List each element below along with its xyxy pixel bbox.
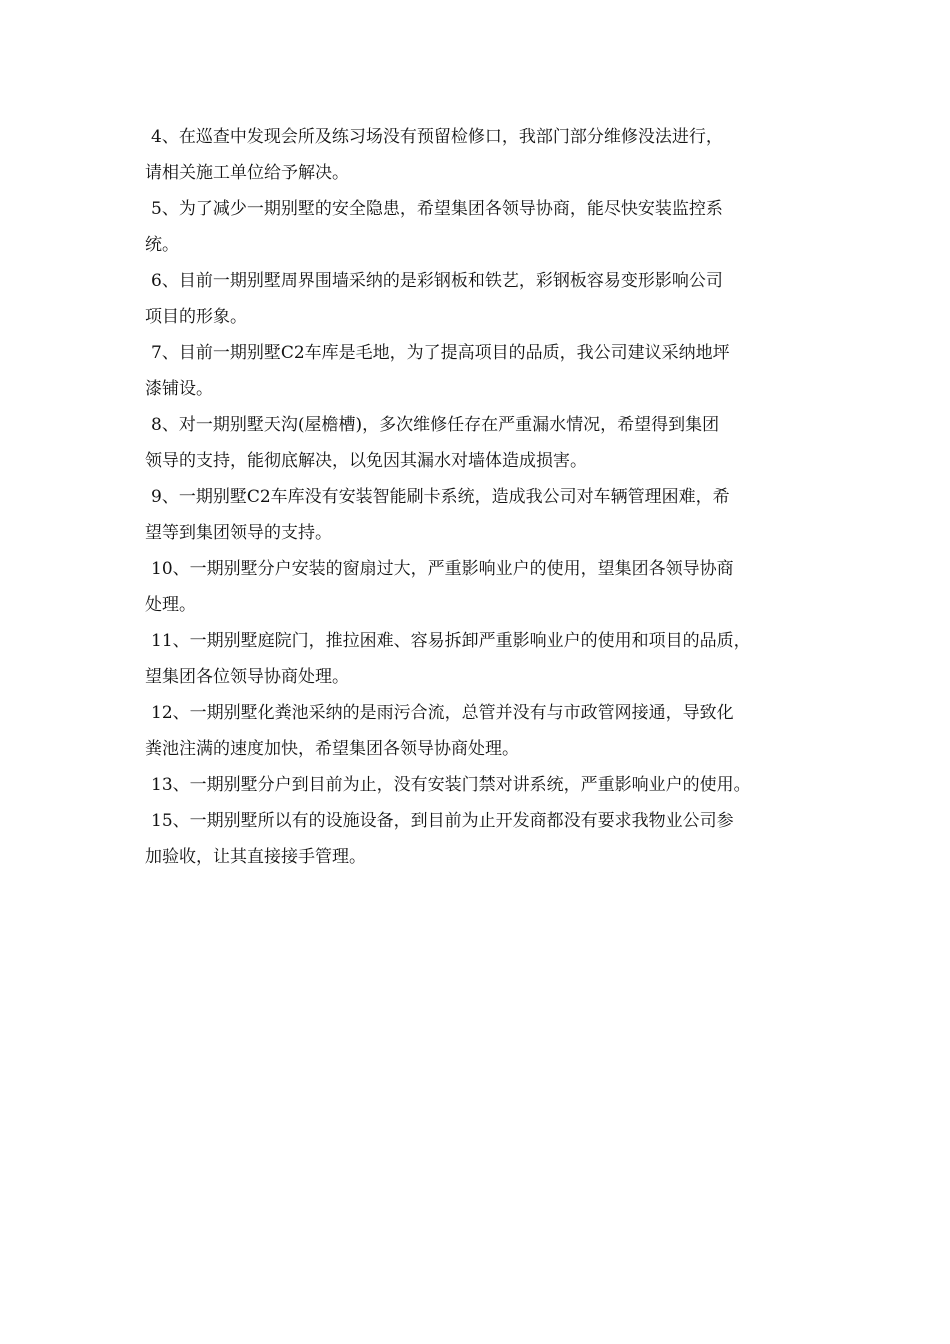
item-line: 领导的支持，能彻底解决，以免因其漏水对墙体造成损害。: [145, 451, 587, 471]
list-item-6: [145, 263, 825, 335]
item-line: 项目的形象。: [145, 307, 247, 327]
item-line: 15、一期别墅所以有的设施设备，到目前为止开发商都没有要求我物业公司参: [151, 811, 734, 831]
list-item-10: [145, 551, 825, 623]
list-item-9: [145, 479, 825, 551]
list-item-12: [145, 695, 825, 767]
item-line: 11、一期别墅庭院门，推拉困难、容易拆卸严重影响业户的使用和项目的品质，: [151, 631, 751, 651]
item-line: 10、一期别墅分户安装的窗扇过大，严重影响业户的使用，望集团各领导协商: [151, 559, 734, 579]
list-item-5: [145, 191, 825, 263]
item-line: 望等到集团领导的支持。: [145, 523, 332, 543]
list-item-4: [145, 119, 825, 191]
list-item-8: [145, 407, 825, 479]
document-body: [145, 119, 825, 875]
item-line: 5、为了减少一期别墅的安全隐患，希望集团各领导协商，能尽快安装监控系: [151, 199, 723, 219]
item-line: 9、一期别墅C2车库没有安装智能刷卡系统，造成我公司对车辆管理困难，希: [151, 487, 730, 507]
item-line: 6、目前一期别墅周界围墙采纳的是彩钢板和铁艺，彩钢板容易变形影响公司: [151, 271, 723, 291]
item-line: 统。: [145, 235, 179, 255]
item-line: 12、一期别墅化粪池采纳的是雨污合流，总管并没有与市政管网接通，导致化: [151, 703, 734, 723]
list-item-7: [145, 335, 825, 407]
item-line: 13、一期别墅分户到目前为止，没有安装门禁对讲系统，严重影响业户的使用。: [151, 775, 751, 795]
item-line: 8、对一期别墅天沟(屋檐槽)，多次维修任存在严重漏水情况，希望得到集团: [151, 415, 720, 435]
list-item-11: [145, 623, 825, 695]
item-line: 望集团各位领导协商处理。: [145, 667, 349, 687]
item-line: 粪池注满的速度加快，希望集团各领导协商处理。: [145, 739, 519, 759]
item-line: 请相关施工单位给予解决。: [145, 163, 349, 183]
list-item-15: [145, 803, 825, 875]
list-item-13: [145, 767, 825, 803]
item-line: 漆铺设。: [145, 379, 213, 399]
item-line: 处理。: [145, 595, 196, 615]
item-line: 4、在巡查中发现会所及练习场没有预留检修口，我部门部分维修没法进行，: [151, 127, 723, 147]
item-line: 7、目前一期别墅C2车库是毛地，为了提高项目的品质，我公司建议采纳地坪: [151, 343, 730, 363]
item-line: 加验收，让其直接接手管理。: [145, 847, 366, 867]
